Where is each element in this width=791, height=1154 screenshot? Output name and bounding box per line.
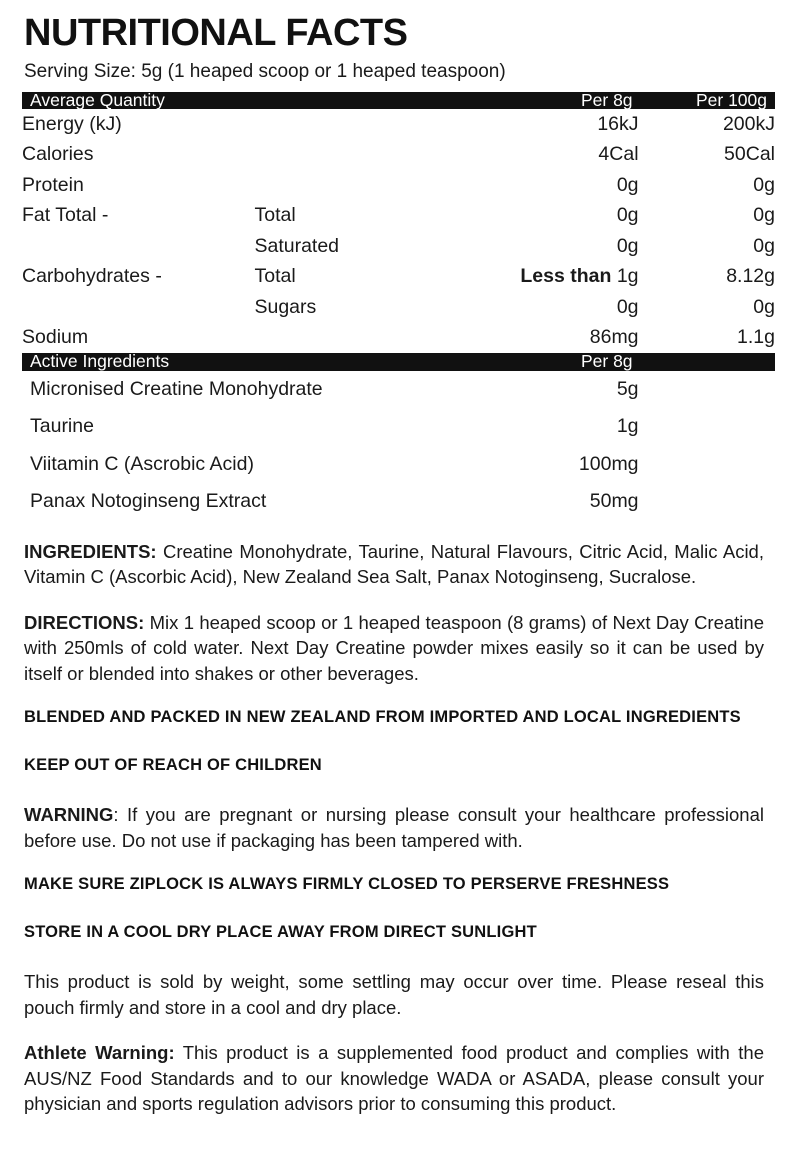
active-ingredient-amount: 1g (616, 415, 639, 438)
row-value-per-serving (457, 109, 639, 140)
row-value-number: 86mg (589, 326, 639, 349)
table-row (22, 140, 775, 171)
row-value-number: 0g (616, 295, 639, 318)
table-row (22, 323, 775, 354)
ingredients-paragraph (24, 539, 764, 590)
row-value-per-serving (457, 170, 639, 201)
row-value-number: 0g (616, 173, 639, 196)
directions-paragraph (24, 610, 764, 687)
label-content (22, 14, 775, 1117)
row-value-number: 16kJ (597, 112, 639, 135)
row-label: Protein (22, 173, 84, 196)
column-header-per-serving: Per 8g (457, 92, 639, 110)
table-row (22, 446, 775, 484)
directions-label: DIRECTIONS: (24, 611, 145, 633)
row-sublabel: Sugars (254, 295, 317, 318)
directions-body: Mix 1 heaped scoop or 1 heaped teaspoon (8 grams) of Next Day Creatine with 250mls of cold water. Next Day Creatine powder mixes easily so it can be used by itself or blended into shakes or other beverages. (24, 611, 764, 684)
active-table-header-row (22, 353, 775, 371)
column-header-active-blank (639, 353, 775, 371)
active-ingredient-name: Taurine (30, 415, 94, 438)
row-value-qualifier: Less than (520, 265, 612, 288)
column-header-per-100g: Per 100g (639, 92, 775, 110)
table-row (22, 109, 775, 140)
row-value-number: 0g (616, 204, 639, 227)
row-label (22, 231, 254, 262)
table-row (22, 262, 775, 293)
keep-out-of-reach-notice: KEEP OUT OF REACH OF CHILDREN (24, 756, 322, 775)
column-header-active-ingredients: Active Ingredients (22, 353, 457, 371)
row-value-per-100g: 1.1g (737, 326, 775, 349)
row-value-number: 4Cal (598, 143, 639, 166)
table-row (22, 371, 775, 409)
row-label: Calories (22, 143, 94, 166)
table-row (22, 408, 775, 446)
nutrition-facts-table (22, 89, 775, 354)
storage-notice: STORE IN A COOL DRY PLACE AWAY FROM DIRECT SUNLIGHT (24, 923, 537, 942)
nutrition-rows (22, 109, 775, 353)
table-row (22, 231, 775, 262)
warning-paragraph (24, 802, 764, 853)
active-ingredient-amount: 50mg (589, 490, 639, 513)
settling-paragraph: This product is sold by weight, some settling may occur over time. Please reseal this pouch firmly and store in a cool and dry place. (24, 971, 764, 1018)
row-value-per-serving (457, 292, 639, 323)
row-value-per-serving (457, 140, 639, 171)
warning-label: WARNING (24, 804, 114, 826)
athlete-warning-body: This product is a supplemented food product and complies with the AUS/NZ Food Standards and to our knowledge WADA or ASADA, please consult your physician and sports regulation advisors prior to consuming this product. (24, 1042, 764, 1115)
row-value-per-100g: 200kJ (722, 112, 775, 135)
nutrition-table-header-row (22, 92, 775, 110)
row-label (22, 292, 254, 323)
active-ingredient-blank (639, 408, 775, 446)
row-value-per-100g: 0g (753, 234, 775, 257)
active-table-body (22, 353, 775, 371)
page-title: NUTRITIONAL FACTS (24, 12, 408, 54)
athlete-warning-label: Athlete Warning: (24, 1042, 175, 1064)
row-value-number: 0g (616, 234, 639, 257)
row-sublabel: Total (254, 265, 296, 288)
column-header-average-quantity: Average Quantity (22, 92, 457, 110)
active-ingredient-name: Viitamin C (Ascrobic Acid) (30, 452, 254, 475)
ziplock-notice: MAKE SURE ZIPLOCK IS ALWAYS FIRMLY CLOSED TO PERSERVE FRESHNESS (24, 875, 670, 894)
active-ingredient-rows (22, 371, 775, 521)
row-value-per-serving (457, 231, 639, 262)
row-value-per-serving (457, 201, 639, 232)
active-ingredients-table (22, 353, 775, 521)
row-value-per-100g: 0g (753, 204, 775, 227)
warning-body: : If you are pregnant or nursing please consult your healthcare professional before use. Do not use if packaging has been tampered with. (24, 804, 764, 851)
table-row (22, 201, 775, 232)
active-ingredient-blank (639, 446, 775, 484)
serving-size-text: Serving Size: 5g (1 heaped scoop or 1 heaped teaspoon) (24, 60, 506, 82)
nutrition-table-body (22, 89, 775, 110)
table-row (22, 170, 775, 201)
row-sublabel (254, 109, 456, 140)
athlete-warning-paragraph (24, 1040, 764, 1117)
active-ingredient-name: Panax Notoginseng Extract (30, 490, 267, 513)
row-value-per-100g: 50Cal (724, 143, 775, 166)
information-sections (22, 539, 775, 1117)
row-value-number: 1g (616, 265, 639, 288)
blended-packed-notice: BLENDED AND PACKED IN NEW ZEALAND FROM IMPORTED AND LOCAL INGREDIENTS (24, 708, 741, 727)
row-label: Fat Total - (22, 204, 109, 227)
row-label: Sodium (22, 326, 89, 349)
active-ingredient-amount: 100mg (578, 452, 639, 475)
table-row (22, 292, 775, 323)
row-sublabel (254, 170, 456, 201)
row-value-per-100g: 0g (753, 173, 775, 196)
row-value-per-serving (457, 262, 639, 293)
row-sublabel: Total (254, 204, 296, 227)
table-row (22, 483, 775, 521)
column-header-active-per-serving: Per 8g (457, 353, 639, 371)
ingredients-label: INGREDIENTS: (24, 540, 157, 562)
row-value-per-100g: 8.12g (726, 265, 775, 288)
active-ingredient-amount: 5g (616, 377, 639, 400)
row-sublabel (254, 323, 456, 354)
ingredients-body: Creatine Monohydrate, Taurine, Natural Flavours, Citric Acid, Malic Acid, Vitamin C (Ascorbic Acid), New Zealand Sea Salt, Panax Notoginseng, Sucralose. (24, 540, 764, 588)
row-label: Carbohydrates - (22, 265, 162, 288)
row-label: Energy (kJ) (22, 112, 122, 135)
row-sublabel (254, 140, 456, 171)
active-ingredient-blank (639, 371, 775, 409)
row-sublabel: Saturated (254, 234, 340, 257)
active-ingredient-name: Micronised Creatine Monohydrate (30, 377, 323, 400)
active-ingredient-blank (639, 483, 775, 521)
row-value-per-serving (457, 323, 639, 354)
row-value-per-100g: 0g (753, 295, 775, 318)
